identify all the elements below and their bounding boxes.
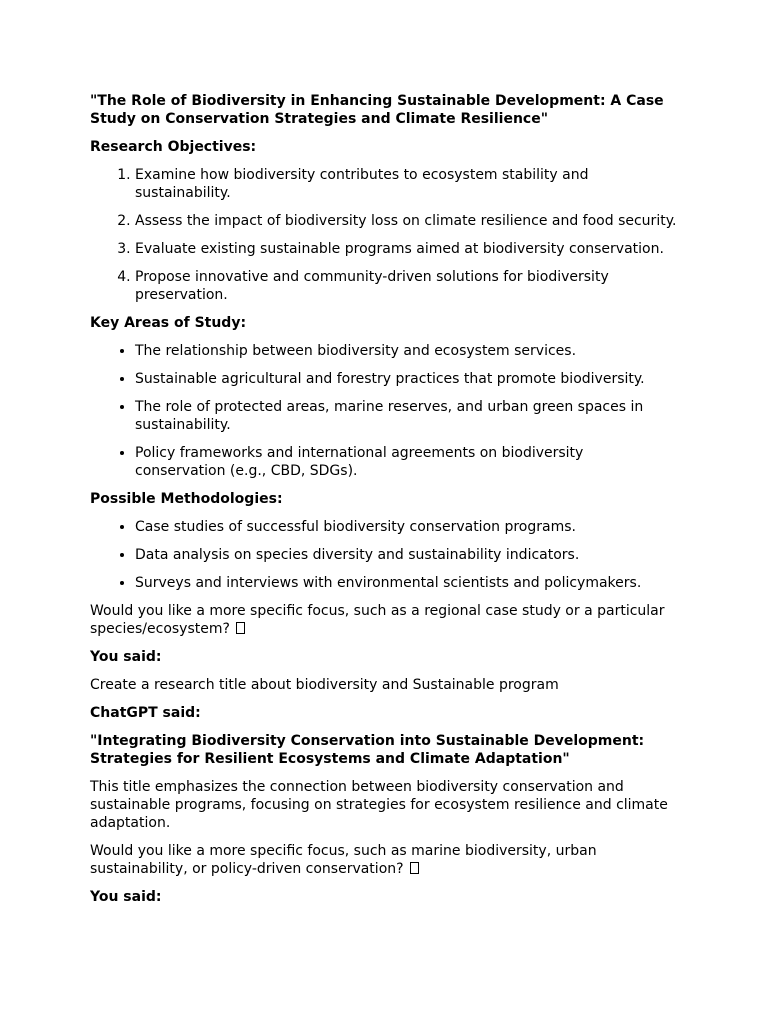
methods-list [90, 518, 678, 592]
areas-list [90, 342, 678, 480]
list-item: • The relationship between biodiversity and ecosystem services. [135, 342, 678, 360]
list-item: • Surveys and interviews with environmental scientists and policymakers. [135, 574, 678, 592]
list-item: 4. Propose innovative and community-driven solutions for biodiversity preservation. [135, 268, 678, 304]
title-explanation: This title emphasizes the connection between biodiversity conservation and sustainable programs, focusing on strategies for ecosystem resilience and climate adaptation. [90, 779, 668, 831]
followup-text: Would you like a more specific focus, such as a regional case study or a particular species/ecosystem? [90, 603, 665, 637]
list-item: 1. Examine how biodiversity contributes to ecosystem stability and sustainability. [135, 166, 678, 202]
missing-emoji-glyph-icon [236, 622, 245, 634]
research-title-2: "Integrating Biodiversity Conservation into Sustainable Development: Strategies for Resilient Ecosystems and Climate Adaptation" [90, 733, 645, 767]
list-item: 3. Evaluate existing sustainable programs aimed at biodiversity conservation. [135, 240, 678, 258]
user-request: Create a research title about biodiversity and Sustainable program [90, 677, 559, 693]
research-title-1: "The Role of Biodiversity in Enhancing Sustainable Development: A Case Study on Conservation Strategies and Climate Resilience" [90, 93, 664, 127]
methods-heading: Possible Methodologies: [90, 491, 283, 507]
list-item: 2. Assess the impact of biodiversity loss on climate resilience and food security. [135, 212, 678, 230]
speaker-label-assistant: ChatGPT said: [90, 705, 201, 721]
missing-emoji-glyph-icon [410, 862, 419, 874]
list-item: • Policy frameworks and international agreements on biodiversity conservation (e.g., CBD, SDGs). [135, 444, 678, 480]
list-item: • Case studies of successful biodiversity conservation programs. [135, 518, 678, 536]
speaker-label-user: You said: [90, 649, 162, 665]
followup-question-2 [90, 842, 678, 878]
objectives-heading: Research Objectives: [90, 139, 257, 155]
areas-heading: Key Areas of Study: [90, 315, 247, 331]
list-item: • Data analysis on species diversity and sustainability indicators. [135, 546, 678, 564]
objectives-list [90, 166, 678, 304]
list-item: • Sustainable agricultural and forestry practices that promote biodiversity. [135, 370, 678, 388]
followup-question-1 [90, 602, 678, 638]
followup-text: Would you like a more specific focus, such as marine biodiversity, urban sustainability, or policy-driven conservation? [90, 843, 597, 877]
list-item: • The role of protected areas, marine reserves, and urban green spaces in sustainability. [135, 398, 678, 434]
speaker-label-user: You said: [90, 889, 162, 905]
